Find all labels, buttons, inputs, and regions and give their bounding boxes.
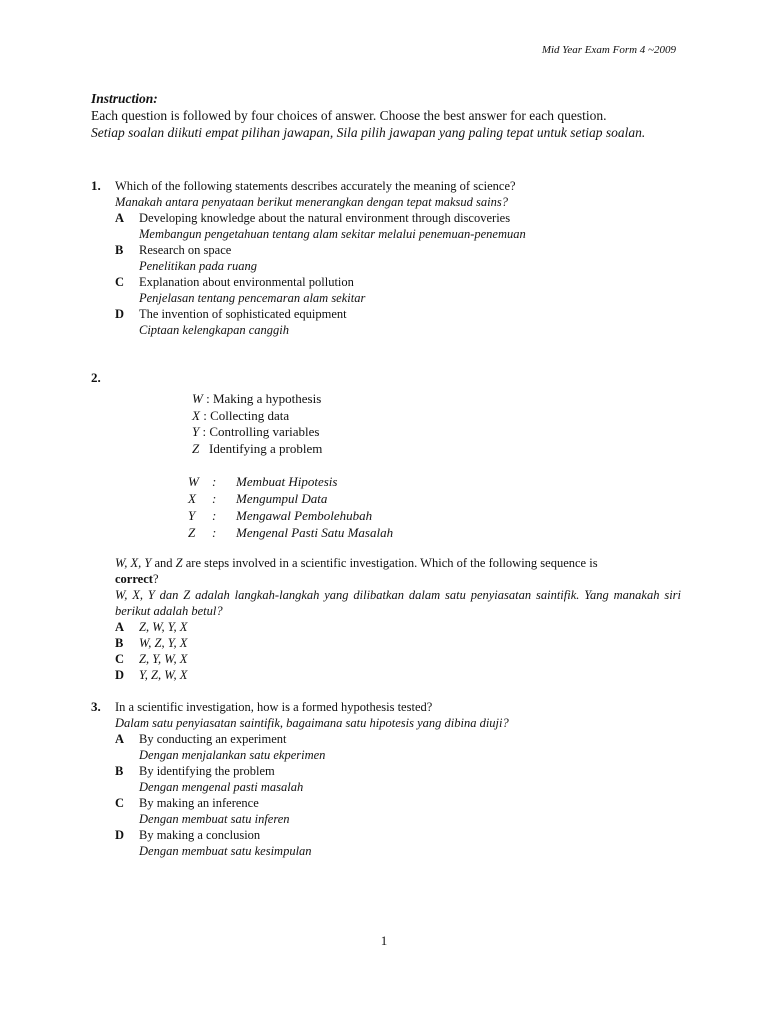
question-2-body bbox=[91, 555, 681, 683]
option-english: By making an inference bbox=[139, 796, 259, 810]
stem-qmark: ? bbox=[152, 572, 159, 586]
option-english: Developing knowledge about the natural environment through discoveries bbox=[139, 211, 511, 225]
option-letter: A bbox=[115, 732, 125, 746]
step-key: W bbox=[188, 474, 199, 489]
option-english: By making a conclusion bbox=[139, 828, 261, 842]
steps-english-list bbox=[192, 391, 322, 457]
step-key: W bbox=[192, 391, 203, 406]
step-sep: : bbox=[212, 474, 217, 489]
step-text: Collecting data bbox=[210, 407, 290, 423]
option-c[interactable] bbox=[115, 795, 691, 827]
step-text: Identifying a problem bbox=[208, 440, 323, 456]
option-letter: B bbox=[115, 636, 124, 650]
option-c[interactable] bbox=[115, 651, 681, 667]
option-letter: B bbox=[115, 764, 124, 778]
step-item bbox=[192, 391, 322, 408]
option-english: By identifying the problem bbox=[139, 764, 275, 778]
question-number: 2. bbox=[91, 370, 101, 385]
step-item bbox=[188, 473, 393, 490]
step-text: Membuat Hipotesis bbox=[236, 474, 338, 489]
step-sep bbox=[199, 441, 209, 456]
option-b[interactable] bbox=[115, 242, 691, 274]
option-letter: A bbox=[115, 620, 125, 634]
option-malay: Membangun pengetahuan tentang alam sekitar melalui penemuan-penemuan bbox=[139, 227, 526, 241]
option-letter: C bbox=[115, 275, 125, 289]
step-item bbox=[188, 490, 393, 507]
option-letter: A bbox=[115, 211, 125, 225]
option-malay: Dengan membuat satu kesimpulan bbox=[139, 844, 312, 858]
option-c[interactable] bbox=[115, 274, 691, 306]
question-stem-malay: Dalam satu penyiasatan saintifik, bagaimana satu hipotesis yang dibina diuji? bbox=[115, 716, 509, 730]
step-key: Z bbox=[188, 525, 196, 540]
option-letter: D bbox=[115, 668, 125, 682]
option-malay: Penelitikan pada ruang bbox=[139, 259, 258, 273]
step-sep: : bbox=[212, 525, 217, 540]
option-d[interactable] bbox=[115, 667, 681, 683]
option-malay: Dengan menjalankan satu ekperimen bbox=[139, 748, 326, 762]
step-sep: : bbox=[199, 424, 210, 439]
page-number: 1 bbox=[380, 933, 388, 948]
step-item bbox=[188, 507, 393, 524]
stem-vars: W, X, Y bbox=[115, 556, 152, 570]
page-header: Mid Year Exam Form 4 ~2009 bbox=[541, 44, 676, 56]
steps-malay-list bbox=[188, 473, 393, 541]
option-d[interactable] bbox=[115, 306, 691, 338]
option-malay: Penjelasan tentang pencemaran alam sekitar bbox=[139, 291, 366, 305]
option-a[interactable] bbox=[115, 210, 691, 242]
option-letter: C bbox=[115, 796, 125, 810]
step-item bbox=[192, 424, 322, 441]
step-sep: : bbox=[212, 508, 217, 523]
step-item bbox=[192, 408, 322, 425]
stem-correct: correct bbox=[115, 572, 153, 586]
step-key: Z bbox=[192, 440, 200, 456]
option-sequence: W, Z, Y, X bbox=[139, 636, 188, 650]
instruction-block bbox=[91, 90, 681, 141]
option-letter: C bbox=[115, 652, 125, 666]
question-stem-english bbox=[115, 555, 681, 587]
question-3 bbox=[91, 699, 691, 859]
option-d[interactable] bbox=[115, 827, 691, 859]
step-sep: : bbox=[212, 491, 217, 506]
step-text: Mengenal Pasti Satu Masalah bbox=[236, 525, 394, 540]
instruction-english: Each question is followed by four choices of answer. Choose the best answer for each question. bbox=[91, 108, 607, 123]
step-text: Making a hypothesis bbox=[212, 391, 322, 406]
option-a[interactable] bbox=[115, 619, 681, 635]
question-stem-malay: Manakah antara penyataan berikut menerangkan dengan tepat maksud sains? bbox=[115, 195, 508, 209]
option-letter: D bbox=[115, 307, 125, 321]
step-text: Controlling variables bbox=[209, 424, 320, 439]
option-b[interactable] bbox=[115, 763, 691, 795]
stem-and: and bbox=[151, 556, 176, 570]
step-sep: : bbox=[199, 407, 211, 423]
option-b[interactable] bbox=[115, 635, 681, 651]
option-english: By conducting an experiment bbox=[139, 732, 287, 746]
question-1 bbox=[91, 178, 691, 338]
option-a[interactable] bbox=[115, 731, 691, 763]
question-stem-malay: W, X, Y dan Z adalah langkah-langkah yang dilibatkan dalam satu penyiasatan saintifik. Yang manakah siri berikut adalah betul? bbox=[115, 588, 681, 618]
option-sequence: Z, W, Y, X bbox=[139, 620, 188, 634]
stem-z: Z bbox=[175, 556, 183, 570]
step-key: Y bbox=[192, 424, 200, 439]
stem-rest: are steps involved in a scientific investigation. Which of the following sequence is bbox=[182, 556, 598, 570]
option-sequence: Z, Y, W, X bbox=[139, 652, 188, 666]
step-sep: : bbox=[202, 391, 213, 406]
option-letter: D bbox=[115, 828, 125, 842]
option-english: Research on space bbox=[139, 243, 232, 257]
step-key: Y bbox=[188, 508, 196, 523]
option-sequence: Y, Z, W, X bbox=[139, 668, 188, 682]
step-text: Mengawal Pembolehubah bbox=[236, 508, 373, 523]
step-text: Mengumpul Data bbox=[236, 491, 328, 506]
question-stem-english: In a scientific investigation, how is a formed hypothesis tested? bbox=[115, 700, 433, 714]
option-malay: Dengan mengenal pasti masalah bbox=[139, 780, 304, 794]
instruction-title: Instruction: bbox=[91, 91, 158, 106]
step-key: X bbox=[188, 491, 196, 506]
question-number: 1. bbox=[91, 178, 101, 193]
instruction-malay: Setiap soalan diikuti empat pilihan jawapan, Sila pilih jawapan yang paling tepat untuk setiap soalan. bbox=[91, 125, 646, 140]
option-letter: B bbox=[115, 243, 124, 257]
step-key: X bbox=[192, 407, 200, 423]
option-english: The invention of sophisticated equipment bbox=[139, 307, 347, 321]
question-number: 3. bbox=[91, 699, 101, 714]
step-item bbox=[188, 524, 393, 541]
option-malay: Dengan membuat satu inferen bbox=[139, 812, 290, 826]
option-english: Explanation about environmental pollution bbox=[139, 275, 354, 289]
step-item bbox=[192, 441, 322, 458]
question-stem-english: Which of the following statements describes accurately the meaning of science? bbox=[115, 179, 516, 193]
option-malay: Ciptaan kelengkapan canggih bbox=[139, 323, 289, 337]
